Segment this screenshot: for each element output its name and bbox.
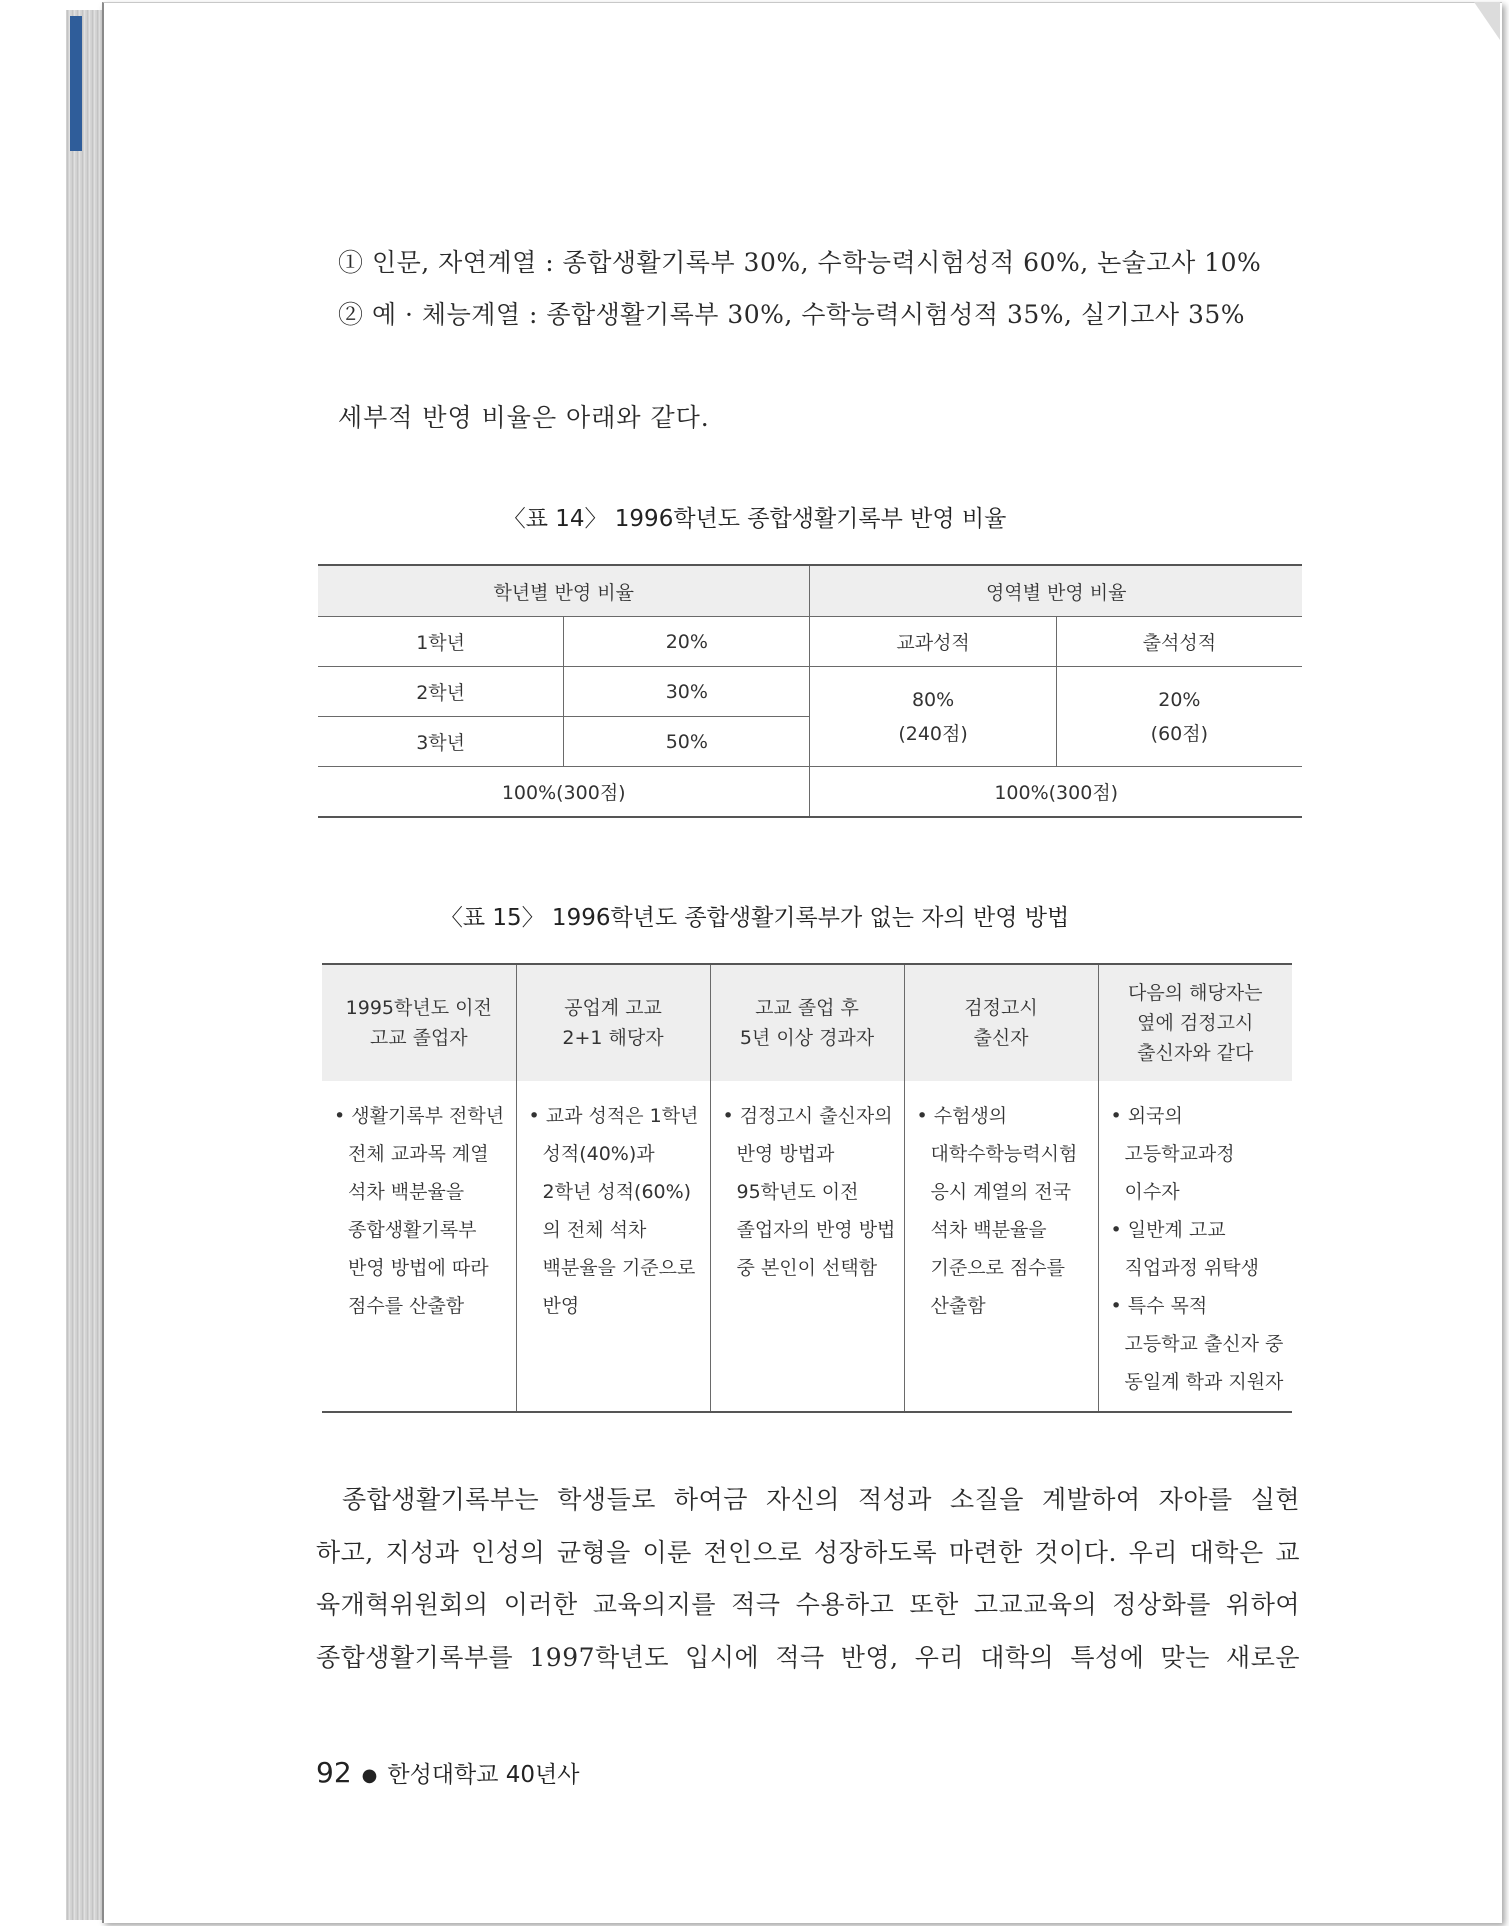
book-cover-edge (70, 16, 82, 151)
book-title: 한성대학교 40년사 (387, 1762, 580, 1788)
t15-c4-item1-text: 수험생의 대학수학능력시험 응시 계열의 전국 석차 백분율을 기준으로 점수를 산출함 (930, 1105, 1078, 1317)
t15-header-5 (1098, 964, 1292, 1081)
t15-h4-line1: 검정고시 (964, 997, 1038, 1019)
t14-area-pct-1: 80% (911, 688, 955, 711)
criteria-line-1: ① 인문, 자연계열 : 종합생활기록부 30%, 수학능력시험성적 60%, 논술고사 10% (338, 248, 1262, 277)
t15-c5-item1-text: 외국의 고등학교과정 이수자 (1124, 1105, 1235, 1203)
page-number: 92 (316, 1756, 352, 1789)
t15-h5-line3: 출신자와 같다 (1137, 1042, 1254, 1064)
book-page-edges (66, 10, 106, 1920)
t15-cell-3 (710, 1081, 904, 1412)
t15-header-2 (516, 964, 710, 1081)
t14-area-pts-1: (240점) (898, 722, 968, 745)
page-footer (316, 1756, 579, 1789)
t14-header-area: 영역별 반영 비율 (810, 565, 1302, 617)
t15-c1-item1-text: 생활기록부 전학년 전체 교과목 계열 석차 백분율을 종합생활기록부 반영 방법에 따라 점수를 산출함 (348, 1105, 505, 1317)
t14-area-pts-2: (60점) (1150, 722, 1209, 745)
t15-c2-item1: • 교과 성적은 1학년 성적(40%)과 2학년 성적(60%)의 전체 석차 백분율을 기준으로 반영 (528, 1105, 699, 1317)
footer-bullet: ● (361, 1765, 378, 1786)
t14-grade-2: 2학년 (318, 667, 564, 717)
t14-grade-3: 3학년 (318, 717, 564, 767)
t14-area-value-2 (1056, 667, 1302, 767)
body-paragraph (316, 1474, 1300, 1684)
criteria-line-2: ② 예 · 체능계열 : 종합생활기록부 30%, 수학능력시험성적 35%, 실기고사 35% (338, 300, 1246, 329)
t14-area-header-1: 교과성적 (810, 617, 1056, 667)
t14-ratio-3: 50% (564, 717, 810, 767)
t15-c4-item1: • 수험생의 대학수학능력시험 응시 계열의 전국 석차 백분율을 기준으로 점수를 산출함 (916, 1105, 1078, 1317)
t14-total-left: 100%(300점) (318, 767, 810, 817)
t15-header-3 (710, 964, 904, 1081)
t15-c5-item2-text: 일반계 고교 직업과정 위탁생 (1124, 1219, 1260, 1279)
t15-h5-line1: 다음의 해당자는 (1127, 982, 1263, 1004)
t15-c3-item1-text: 검정고시 출신자의 반영 방법과 95학년도 이전 졸업자의 반영 방법 중 본인이 선택함 (736, 1105, 896, 1279)
t15-cell-4 (904, 1081, 1098, 1412)
t15-c3-item1: • 검정고시 출신자의 반영 방법과 95학년도 이전 졸업자의 반영 방법 중 본인이 선택함 (722, 1105, 896, 1279)
t15-h5-line2: 옆에 검정고시 (1137, 1012, 1254, 1034)
t14-ratio-2: 30% (564, 667, 810, 717)
t14-area-header-2: 출석성적 (1056, 617, 1302, 667)
t15-h3-line1: 고교 졸업 후 (755, 997, 859, 1019)
t14-area-value-1 (810, 667, 1056, 767)
t14-header-grade: 학년별 반영 비율 (318, 565, 810, 617)
body-line-2: 하고, 지성과 인성의 균형을 이룬 전인으로 성장하도록 마련한 것이다. 우리 대학은 교 (316, 1537, 1300, 1567)
body-line-3: 육개혁위원회의 이러한 교육의지를 적극 수용하고 또한 고교교육의 정상화를 위하여 (316, 1590, 1300, 1619)
body-line-1: 종합생활기록부는 학생들로 하여금 자신의 적성과 소질을 계발하여 자아를 실현 (342, 1485, 1300, 1514)
t15-c1-item1: • 생활기록부 전학년 전체 교과목 계열 석차 백분율을 종합생활기록부 반영 방법에 따라 점수를 산출함 (334, 1105, 505, 1317)
t15-cell-5 (1098, 1081, 1292, 1412)
table14-caption: 〈표 14〉 1996학년도 종합생활기록부 반영 비율 (502, 506, 1007, 532)
t15-cell-2 (516, 1081, 710, 1412)
page-corner-fold (1474, 2, 1500, 40)
t14-grade-1: 1학년 (318, 617, 564, 667)
t15-h2-line2: 2+1 해당자 (562, 1027, 664, 1049)
t15-h2-line1: 공업계 고교 (564, 997, 662, 1019)
t15-c5-item3-text: 특수 목적 고등학교 출신자 중 동일계 학과 지원자 (1124, 1295, 1284, 1393)
t15-h4-line2: 출신자 (973, 1027, 1029, 1049)
t15-c2-item1-text: 교과 성적은 1학년 성적(40%)과 2학년 성적(60%)의 전체 석차 백분율을 기준으로 반영 (542, 1105, 699, 1317)
t15-h1-line1: 1995학년도 이전 (345, 997, 492, 1019)
t14-area-pct-2: 20% (1158, 688, 1201, 711)
table15-caption: 〈표 15〉 1996학년도 종합생활기록부가 없는 자의 반영 방법 (439, 905, 1070, 931)
t15-cell-1 (322, 1081, 516, 1412)
table15 (322, 963, 1292, 1413)
body-line-4: 종합생활기록부를 1997학년도 입시에 적극 반영, 우리 대학의 특성에 맞는 새로운 (316, 1642, 1300, 1672)
t15-c5-item3: • 특수 목적 고등학교 출신자 중 동일계 학과 지원자 (1110, 1295, 1284, 1393)
intro-text: 세부적 반영 비율은 아래와 같다. (338, 403, 710, 432)
t14-total-right: 100%(300점) (810, 767, 1302, 817)
t15-header-1 (322, 964, 516, 1081)
t15-header-4 (904, 964, 1098, 1081)
t14-ratio-1: 20% (564, 617, 810, 667)
t15-h1-line2: 고교 졸업자 (369, 1027, 468, 1049)
t15-c5-item2: • 일반계 고교 직업과정 위탁생 (1110, 1219, 1260, 1279)
t15-h3-line2: 5년 이상 경과자 (739, 1027, 875, 1049)
t15-c5-item1: • 외국의 고등학교과정 이수자 (1110, 1105, 1235, 1203)
table14 (318, 564, 1302, 818)
